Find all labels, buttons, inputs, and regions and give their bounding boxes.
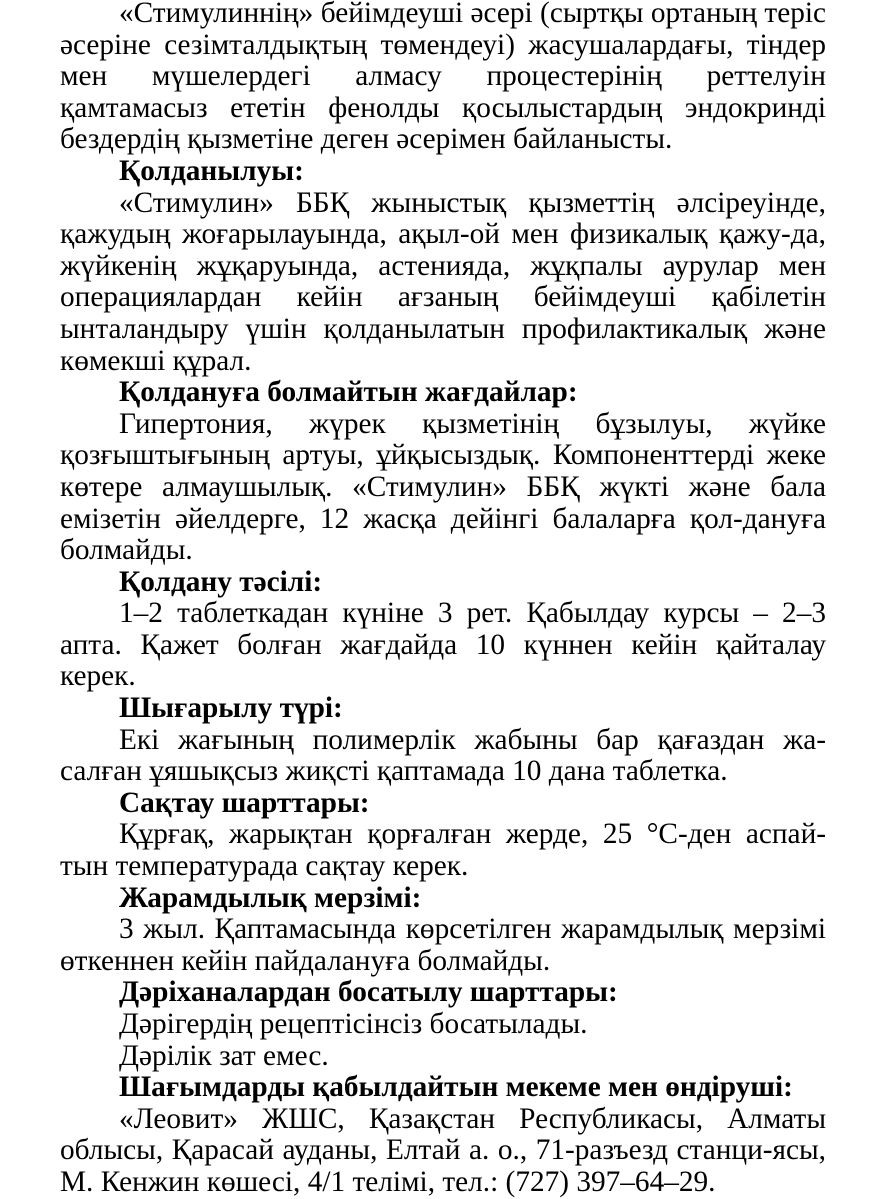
- document-page: [60, 0, 826, 1199]
- contraindications-heading: Қолдануға болмайтын жағдайлар:: [119, 376, 578, 409]
- dispensing-line-prescription: Дәрігердің рецептісінсіз босатылады.: [119, 1008, 588, 1040]
- dosage-paragraph: 1–2 таблеткадан күніне 3 рет. Қабылдау курсы – 2–3 апта. Қажет болған жағдайда 10 күннен кейін қайталау керек.: [60, 597, 826, 693]
- dosage-heading: Қолдану тәсілі:: [119, 565, 323, 598]
- manufacturer-heading: Шағымдарды қабылдайтын мекеме мен өндіруші:: [119, 1071, 793, 1104]
- dispensing-heading: Дәріханалардан босатылу шарттары:: [119, 976, 618, 1009]
- form-heading: Шығарылу түрі:: [119, 692, 343, 725]
- usage-paragraph: «Стимулин» ББҚ жыныстық қызметтің әлсіреуінде, қажудың жоғарылауында, ақыл-ой мен физикалық қажу-да, жүйкенің жұқаруында, астенияда, жұқпалы аурулар мен операциялардан кейін ағзаның бейімдеуші қабілетін ынталандыру үшін қолданылатын профилактикалық және көмекші құрал.: [60, 186, 826, 377]
- manufacturer-paragraph: «Леовит» ЖШС, Қазақстан Республикасы, Алматы облысы, Қарасай ауданы, Елтай а. о., 71-разъезд станци-ясы, М. Кенжин көшесі, 4/1 телімі, тел.: (727) 397–64–29.: [60, 1102, 826, 1198]
- contraindications-paragraph: Гипертония, жүрек қызметінің бұзылуы, жүйке қозғыштығының артуы, ұйқысыздық. Компоненттерді жеке көтере алмаушылық. «Стимулин» ББҚ жүкті және бала емізетін әйелдерге, 12 жасқа дейінгі балаларға қол-дануға болмайды.: [60, 407, 826, 567]
- form-paragraph: Екі жағының полимерлік жабыны бар қағаздан жа-салған ұяшықсыз жиқсті қаптамада 10 дана таблетка.: [60, 723, 826, 788]
- intro-paragraph: «Стимулиннің» бейімдеуші әсері (сыртқы ортаның теріс әсеріне сезімталдықтың төмендеуі) жасушалардағы, тіндер мен мүшелердегі алмасу процестерінің реттелуін қамтамасыз ететін фенолды қосылыстардың эндокринді бездердің қызметіне деген әсерімен байланысты.: [60, 0, 826, 156]
- dispensing-line-status: Дәрілік зат емес.: [119, 1039, 329, 1072]
- shelf-life-paragraph: 3 жыл. Қаптамасында көрсетілген жарамдылық мерзімі өткеннен кейін пайдалануға болмайды.: [60, 913, 826, 977]
- storage-heading: Сақтау шарттары:: [119, 786, 370, 819]
- storage-paragraph: Құрғақ, жарықтан қорғалған жерде, 25 °С-ден аспай-тын температурада сақтау керек.: [60, 818, 826, 883]
- usage-heading: Қолданылуы:: [119, 154, 304, 187]
- shelf-life-heading: Жарамдылық мерзімі:: [119, 881, 422, 914]
